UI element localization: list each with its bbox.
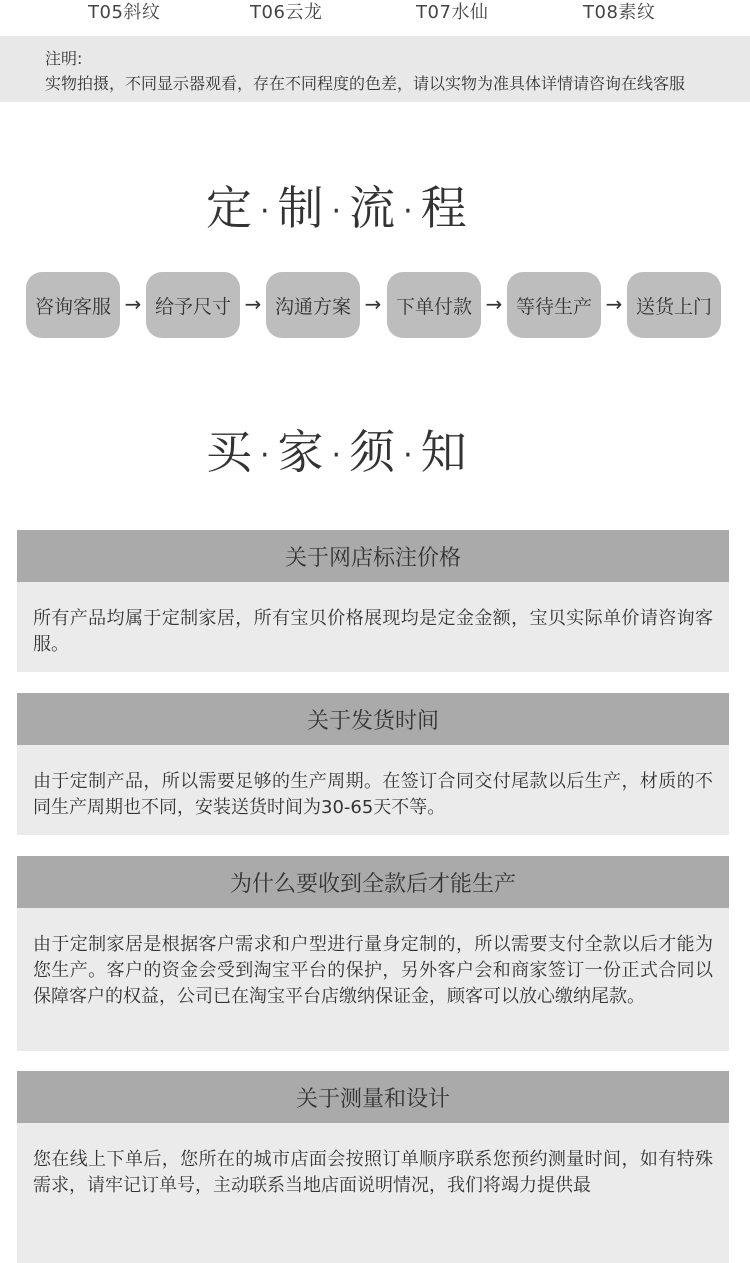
- arrow-right-icon: →: [485, 292, 503, 316]
- process-heading-char: 流: [349, 181, 398, 235]
- process-flow: [26, 272, 726, 338]
- step-discuss-plan: 沟通方案: [266, 272, 360, 338]
- arrow-right-icon: →: [124, 292, 142, 316]
- heading-separator: ·: [331, 194, 344, 229]
- note-text: 实物拍摄，不同显示器观看，存在不同程度的色差，请以实物为准具体详情请咨询在线客服: [45, 74, 686, 93]
- heading-separator: ·: [403, 194, 415, 229]
- pattern-labels: [0, 0, 750, 30]
- pattern-label-t07: T07水仙: [416, 2, 489, 23]
- arrow-right-icon: →: [605, 292, 623, 316]
- section-title: 关于测量和设计: [17, 1071, 729, 1123]
- section-title: 关于发货时间: [17, 693, 729, 745]
- section-body: 由于定制产品，所以需要足够的生产周期。在签订合同交付尾款以后生产，材质的不同生产周期也不同，安装送货时间为30-65天不等。: [17, 745, 729, 835]
- section-body: 您在线上下单后，您所在的城市店面会按照订单顺序联系您预约测量时间，如有特殊需求，请牢记订单号，主动联系当地店面说明情况，我们将竭力提供最: [17, 1123, 729, 1263]
- section-body: 所有产品均属于定制家居，所有宝贝价格展现均是定金金额，宝贝实际单价请咨询客服。: [17, 582, 729, 672]
- step-consult: 咨询客服: [26, 272, 120, 338]
- note-title: 注明:: [45, 49, 83, 68]
- notice-heading: [0, 416, 750, 482]
- pattern-label-t08: T08素纹: [583, 2, 656, 23]
- section-title: 为什么要收到全款后才能生产: [17, 856, 729, 908]
- notice-heading-char: 知: [420, 425, 469, 479]
- heading-separator: ·: [260, 194, 272, 229]
- notice-section-measure-design: [17, 1071, 729, 1263]
- step-order-pay: 下单付款: [387, 272, 481, 338]
- pattern-label-t05: T05斜纹: [88, 2, 161, 23]
- pattern-label-t06: T06云龙: [250, 2, 323, 23]
- heading-separator: ·: [331, 438, 344, 473]
- process-heading-char: 定: [206, 181, 254, 235]
- process-heading-char: 制: [277, 181, 326, 235]
- section-title: 关于网店标注价格: [17, 530, 729, 582]
- notice-heading-char: 须: [349, 425, 398, 479]
- section-body: 由于定制家居是根据客户需求和户型进行量身定制的，所以需要支付全款以后才能为您生产。客户的资金会受到淘宝平台的保护，另外客户会和商家签订一份正式合同以保障客户的权益，公司已在淘宝平台店缴纳保证金，顾客可以放心缴纳尾款。: [17, 908, 729, 1051]
- process-heading-char: 程: [420, 181, 469, 235]
- heading-separator: ·: [403, 438, 415, 473]
- color-note: [0, 36, 750, 102]
- notice-heading-char: 买: [206, 425, 254, 479]
- notice-section-price: [17, 530, 729, 672]
- arrow-right-icon: →: [364, 292, 382, 316]
- notice-heading-char: 家: [277, 425, 326, 479]
- notice-section-shipping: [17, 693, 729, 835]
- step-give-size: 给予尺寸: [146, 272, 240, 338]
- step-delivery: 送货上门: [627, 272, 721, 338]
- arrow-right-icon: →: [244, 292, 262, 316]
- step-production: 等待生产: [507, 272, 601, 338]
- process-heading: [0, 172, 750, 238]
- heading-separator: ·: [260, 438, 272, 473]
- notice-section-full-payment: [17, 856, 729, 1051]
